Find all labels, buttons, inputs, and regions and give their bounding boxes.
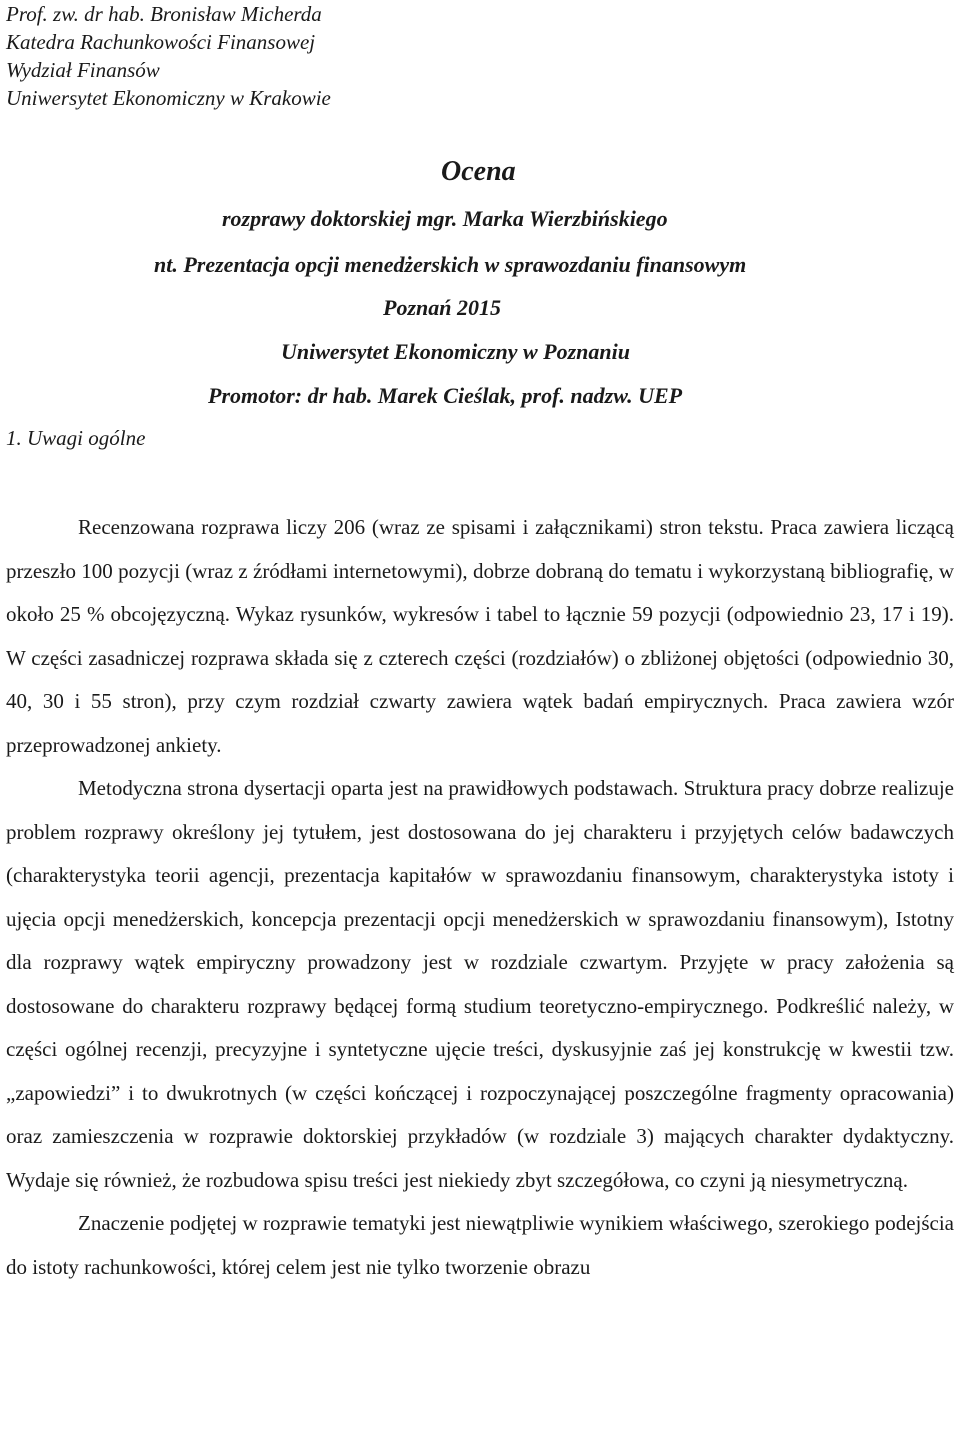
author-department: Katedra Rachunkowości Finansowej: [6, 30, 316, 54]
title-topic: nt. Prezentacja opcji menedżerskich w sprawozdaniu finansowym: [154, 252, 747, 277]
author-university: Uniwersytet Ekonomiczny w Krakowie: [6, 86, 331, 110]
title-promoter: Promotor: dr hab. Marek Cieślak, prof. nadzw. UEP: [208, 383, 683, 408]
paragraph: Znaczenie podjętej w rozprawie tematyki jest niewątpliwie wynikiem właściwego, szerokiego podejścia do istoty rachunkowości, której celem jest nie tylko tworzenie obrazu: [6, 1211, 954, 1279]
title-university: Uniwersytet Ekonomiczny w Poznaniu: [281, 339, 631, 364]
paragraph: Recenzowana rozprawa liczy 206 (wraz ze spisami i załącznikami) stron tekstu. Praca zawiera liczącą przeszło 100 pozycji (wraz z źródłami internetowymi), dobrze dobraną do tematu i wykorzystaną bibliografię, w około 25 % obcojęzyczną. Wykaz rysunków, wykresów i tabel to łącznie 59 pozycji (odpowiednio 23, 17 i 19). W części zasadniczej rozprawa składa się z czterech części (rozdziałów) o zbliżonej objętości (odpowiednio 30, 40, 30 i 55 stron), przy czym rozdział czwarty zawiera wątek badań empirycznych. Praca zawiera wzór przeprowadzonej ankiety.: [6, 515, 954, 757]
paragraph: Metodyczna strona dysertacji oparta jest na prawidłowych podstawach. Struktura pracy dobrze realizuje problem rozprawy określony jej tytułem, jest dostosowana do jej charakteru i przyjętych celów badawczych (charakterystyka teorii agencji, prezentacja kapitałów w sprawozdaniu finansowym, charakterystyka istoty i ujęcia opcji menedżerskich, koncepcja prezentacji opcji menedżerskich w sprawozdaniu finansowym), Istotny dla rozprawy wątek empiryczny prowadzony jest w rozdziale czwartym. Przyjęte w pracy założenia są dostosowane do charakteru rozprawy będącej formą studium teoretyczno-empirycznego. Podkreślić należy, w części ogólnej recenzji, precyzyjne i syntetyczne ujęcie treści, dyskusyjnie zaś jej konstrukcję w kwestii tzw. „zapowiedzi” i to dwukrotnych (w części kończącej i rozpoczynającej poszczególne fragmenty opracowania) oraz zamieszczenia w rozprawie doktorskiej przykładów (w rozdziale 3) mających charakter dydaktyczny. Wydaje się również, że rozbudowa spisu treści jest niekiedy zbyt szczegółowa, co czyni ją niesymetryczną.: [6, 776, 954, 1192]
document-title: Ocena: [441, 156, 516, 187]
author-faculty: Wydział Finansów: [6, 58, 160, 82]
author-block: [6, 0, 331, 112]
title-place-year: Poznań 2015: [383, 295, 501, 320]
title-dissertation: rozprawy doktorskiej mgr. Marka Wierzbińskiego: [222, 206, 668, 231]
author-name: Prof. zw. dr hab. Bronisław Micherda: [6, 2, 322, 26]
section-heading: 1. Uwagi ogólne: [6, 426, 146, 450]
body-text: [6, 506, 954, 1289]
